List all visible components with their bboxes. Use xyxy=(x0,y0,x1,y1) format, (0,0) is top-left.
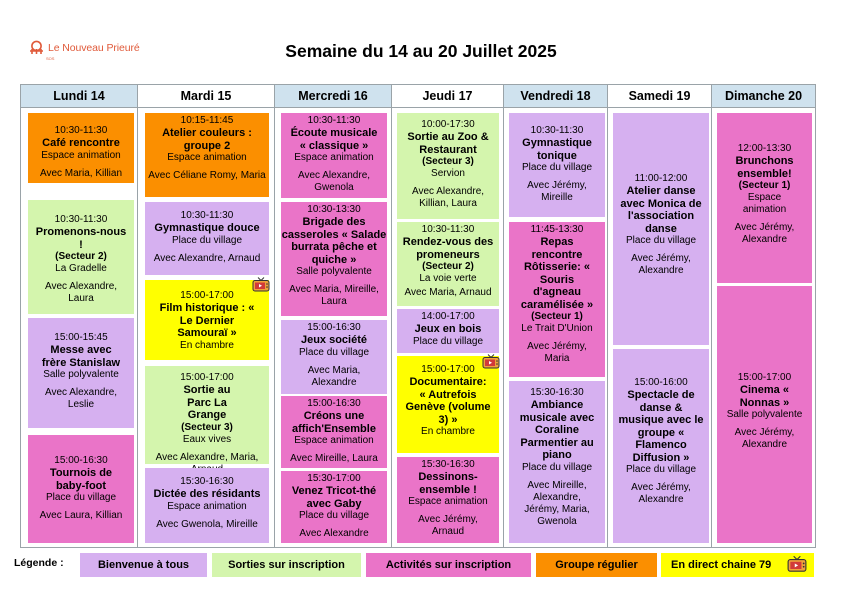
event-spectacle-flamenco[interactable] xyxy=(613,349,709,543)
legend-item-bienvenue: Bienvenue à tous xyxy=(80,553,207,577)
event-place: Espace animation xyxy=(408,496,488,507)
event-hosts: Avec Gwenola, Mireille xyxy=(156,518,258,530)
day-header: Mercredi 16 xyxy=(275,85,391,108)
event-name: Jeux en bois xyxy=(414,323,482,335)
event-place: Espace animation xyxy=(294,435,374,446)
day-column-friday xyxy=(504,85,608,547)
event-time: 15:30-16:30 xyxy=(421,459,475,470)
event-atelier-danse[interactable] xyxy=(613,113,709,345)
event-hosts: Avec Jérémy, Alexandre xyxy=(734,427,795,450)
event-hosts: Avec Céliane Romy, Maria xyxy=(148,170,266,181)
event-place: Espace animation xyxy=(294,152,374,163)
event-sector: (Secteur 3) xyxy=(181,421,233,433)
event-time: 10:00-17:30 xyxy=(421,119,475,130)
event-name: Promenons-nous ! xyxy=(35,226,127,251)
day-column-thursday xyxy=(392,85,504,547)
event-place: La Gradelle xyxy=(55,263,107,274)
event-name: Film historique : « Le Dernier Samouraï » xyxy=(159,302,255,339)
event-place: Place du village xyxy=(625,464,697,475)
event-place: Place du village xyxy=(412,335,484,347)
event-hosts: Avec Jérémy, Mireille xyxy=(527,180,587,203)
event-name: Écoute musicale « classique » xyxy=(290,127,378,152)
event-time: 15:30-16:30 xyxy=(180,476,234,487)
event-cinema-nonnas[interactable] xyxy=(717,286,812,543)
event-time: 11:45-13:30 xyxy=(530,224,584,235)
event-gymnastique-douce[interactable] xyxy=(145,202,269,275)
event-hosts: Avec Alexandre, Laura xyxy=(44,281,118,304)
event-place: Salle polyvalente xyxy=(43,369,119,380)
event-name: Atelier danse avec Monica de l'association danse xyxy=(620,185,702,235)
event-time: 10:30-11:30 xyxy=(180,210,234,221)
event-jeux-en-bois[interactable] xyxy=(397,309,499,353)
event-tournois-baby-foot[interactable] xyxy=(28,435,134,543)
day-header: Jeudi 17 xyxy=(392,85,503,108)
weekly-schedule xyxy=(20,84,816,548)
event-place: Espace animation xyxy=(41,149,121,161)
day-column-sunday xyxy=(712,85,815,547)
event-time: 10:30-11:30 xyxy=(307,115,361,126)
event-time: 14:00-17:00 xyxy=(421,311,475,322)
event-place: La voie verte xyxy=(419,273,477,284)
event-name: Sortie au Parc La Grange xyxy=(183,384,231,421)
day-column-monday xyxy=(21,85,138,547)
event-name: Rendez-vous des promeneurs xyxy=(402,236,494,261)
event-cafe-rencontre[interactable] xyxy=(28,113,134,183)
day-header: Dimanche 20 xyxy=(712,85,815,108)
event-hosts: Avec Jérémy, Alexandre xyxy=(734,222,795,245)
event-name: Gymnastique tonique xyxy=(522,137,592,162)
event-hosts: Avec Laura, Killian xyxy=(39,510,123,521)
event-sector: (Secteur 1) xyxy=(531,311,583,322)
event-name: Café rencontre xyxy=(42,137,120,149)
event-time: 12:00-13:30 xyxy=(737,143,792,154)
event-messe[interactable] xyxy=(28,318,134,428)
event-name: Atelier couleurs : groupe 2 xyxy=(162,127,252,152)
event-place: Place du village xyxy=(298,510,370,521)
legend-item-direct-chaine: En direct chaine 79 xyxy=(661,553,814,577)
event-sector: (Secteur 2) xyxy=(422,261,474,272)
event-time: 10:30-11:30 xyxy=(54,125,108,136)
event-place: Eaux vives xyxy=(182,433,232,445)
legend-item-activites: Activités sur inscription xyxy=(366,553,531,577)
event-hosts: Avec Maria, Arnaud xyxy=(404,287,492,298)
event-hosts: Avec Maria, Killian xyxy=(39,167,123,179)
event-place: Servion xyxy=(431,168,465,179)
event-brunchons-ensemble[interactable] xyxy=(717,113,812,283)
event-name: Brigade des casseroles « Salade burrata pêche et quiche » xyxy=(281,216,387,266)
event-hosts: Avec Maria, Alexandre xyxy=(307,364,361,388)
event-place: Salle polyvalente xyxy=(296,266,372,277)
event-brigade-casseroles[interactable] xyxy=(281,202,387,316)
logo-subtext: SOS xyxy=(46,56,55,61)
event-name: Tournois de baby-foot xyxy=(49,467,113,492)
event-place: Place du village xyxy=(521,162,593,173)
event-name: Créons une affich'Ensemble xyxy=(292,410,376,435)
event-name: Jeux société xyxy=(300,334,368,346)
event-jeux-societe[interactable] xyxy=(281,320,387,394)
day-header: Lundi 14 xyxy=(21,85,137,108)
event-place: Espace animation xyxy=(167,500,247,512)
event-time: 15:00-16:30 xyxy=(307,398,361,409)
event-name: Dictée des résidants xyxy=(153,488,261,500)
event-place: Le Trait D'Union xyxy=(521,323,593,334)
event-hosts: Avec Alexandre, Killian, Laura xyxy=(411,186,485,209)
event-ambiance-musicale[interactable] xyxy=(509,381,605,543)
event-time: 15:30-16:30 xyxy=(530,387,584,398)
event-sector: (Secteur 2) xyxy=(55,251,107,262)
day-column-wednesday xyxy=(275,85,392,547)
event-dictee[interactable] xyxy=(145,468,269,543)
event-time: 15:00-16:30 xyxy=(54,455,108,466)
event-name: Dessinons-ensemble ! xyxy=(418,471,478,496)
event-name: Sortie au Zoo & Restaurant xyxy=(407,131,489,156)
event-place: Espace animation xyxy=(167,152,247,163)
legend-item-sorties: Sorties sur inscription xyxy=(212,553,361,577)
event-hosts: Avec Alexandre xyxy=(299,528,369,539)
event-tricot-the[interactable] xyxy=(281,471,387,543)
event-hosts: Avec Alexandre, Gwenola xyxy=(297,170,371,193)
tv-icon xyxy=(252,277,270,292)
event-hosts: Avec Jérémy, Alexandre xyxy=(631,482,691,505)
page-title: Semaine du 14 au 20 Juillet 2025 xyxy=(285,41,557,61)
event-place: Place du village xyxy=(625,235,697,246)
event-place: Salle polyvalente xyxy=(726,409,803,420)
event-hosts: Avec Jérémy, Alexandre xyxy=(631,253,691,276)
day-header: Mardi 15 xyxy=(138,85,274,108)
event-time: 15:00-17:00 xyxy=(421,364,475,375)
event-hosts: Avec Jérémy, Maria xyxy=(527,341,587,364)
event-time: 10:15-11:45 xyxy=(180,115,234,126)
event-creons-affichensemble[interactable] xyxy=(281,396,387,468)
event-time: 15:00-15:45 xyxy=(54,332,108,343)
event-rendez-vous-promeneurs[interactable] xyxy=(397,222,499,306)
day-column-tuesday xyxy=(138,85,275,547)
event-sector: (Secteur 1) xyxy=(738,180,791,191)
event-place: Place du village xyxy=(521,461,593,473)
event-hosts: Avec Mireille, Laura xyxy=(290,453,378,464)
event-place: En chambre xyxy=(421,426,475,437)
event-name: Messe avec frère Stanislaw xyxy=(41,344,121,369)
event-time: 15:00-17:00 xyxy=(180,372,234,383)
event-film-historique[interactable] xyxy=(145,280,269,360)
event-name: Documentaire: « Autrefois Genève (volume 3) » xyxy=(405,376,491,426)
event-hosts: Avec Alexandre, Leslie xyxy=(44,387,118,410)
legend-item-groupe-regulier: Groupe régulier xyxy=(536,553,657,577)
event-name: Gymnastique douce xyxy=(154,222,260,234)
event-time: 15:00-17:00 xyxy=(737,372,792,383)
event-time: 10:30-11:30 xyxy=(54,214,108,225)
event-hosts: Avec Alexandre, Maria, xyxy=(155,451,259,463)
event-time: 11:00-12:00 xyxy=(634,173,688,184)
event-promenons-nous[interactable] xyxy=(28,200,134,314)
tv-icon xyxy=(787,555,807,573)
event-repas-rencontre-rotisserie[interactable] xyxy=(509,222,605,377)
event-time: 10:30-11:30 xyxy=(530,125,584,136)
event-place: Place du village xyxy=(298,346,370,358)
event-name: Spectacle de danse & musique avec le groupe « Flamenco Diffusion » xyxy=(618,389,704,464)
event-hosts: Avec Maria, Mireille, Laura xyxy=(289,284,379,307)
event-time: 15:00-16:00 xyxy=(634,377,688,388)
event-place: En chambre xyxy=(180,339,234,351)
logo-text: Le Nouveau Prieuré xyxy=(48,41,140,54)
tv-icon xyxy=(482,354,500,369)
event-name: Venez Tricot-thé avec Gaby xyxy=(291,485,377,510)
event-name: Cinema « Nonnas » xyxy=(739,384,790,409)
event-sector: (Secteur 3) xyxy=(422,156,474,167)
event-place: Place du village xyxy=(171,234,243,246)
event-name: Repas rencontre Rôtisserie: « Souris d'agneau caramélisée » xyxy=(520,236,594,311)
event-sortie-zoo[interactable] xyxy=(397,113,499,219)
day-column-saturday xyxy=(608,85,712,547)
event-hosts: Avec Jérémy, Arnaud xyxy=(418,514,478,537)
day-header: Vendredi 18 xyxy=(504,85,607,108)
legend xyxy=(0,553,842,579)
event-atelier-couleurs[interactable] xyxy=(145,113,269,197)
event-hosts: Avec Alexandre, Arnaud xyxy=(153,252,261,264)
event-time: 10:30-13:30 xyxy=(307,204,361,215)
event-time: 15:00-16:30 xyxy=(307,322,361,333)
event-place: Espace animation xyxy=(742,192,787,215)
day-header: Samedi 19 xyxy=(608,85,711,108)
event-time: 15:30-17:00 xyxy=(307,473,361,484)
event-place: Place du village xyxy=(45,492,117,503)
event-sortie-parc-la-grange[interactable] xyxy=(145,366,269,464)
event-ecoute-musicale[interactable] xyxy=(281,113,387,198)
event-time: 10:30-11:30 xyxy=(421,224,475,235)
event-time: 15:00-17:00 xyxy=(180,290,234,301)
event-gymnastique-tonique[interactable] xyxy=(509,113,605,217)
legend-label: Légende : xyxy=(14,557,64,569)
event-name: Ambiance musicale avec Coraline Parmentier au piano xyxy=(519,399,595,461)
event-documentaire-geneve[interactable] xyxy=(397,356,499,453)
event-name: Brunchons ensemble! xyxy=(735,155,794,180)
event-dessinons-ensemble[interactable] xyxy=(397,457,499,543)
event-hosts: Avec Mireille, Alexandre, Jérémy, Maria, Gwenola xyxy=(524,479,590,527)
